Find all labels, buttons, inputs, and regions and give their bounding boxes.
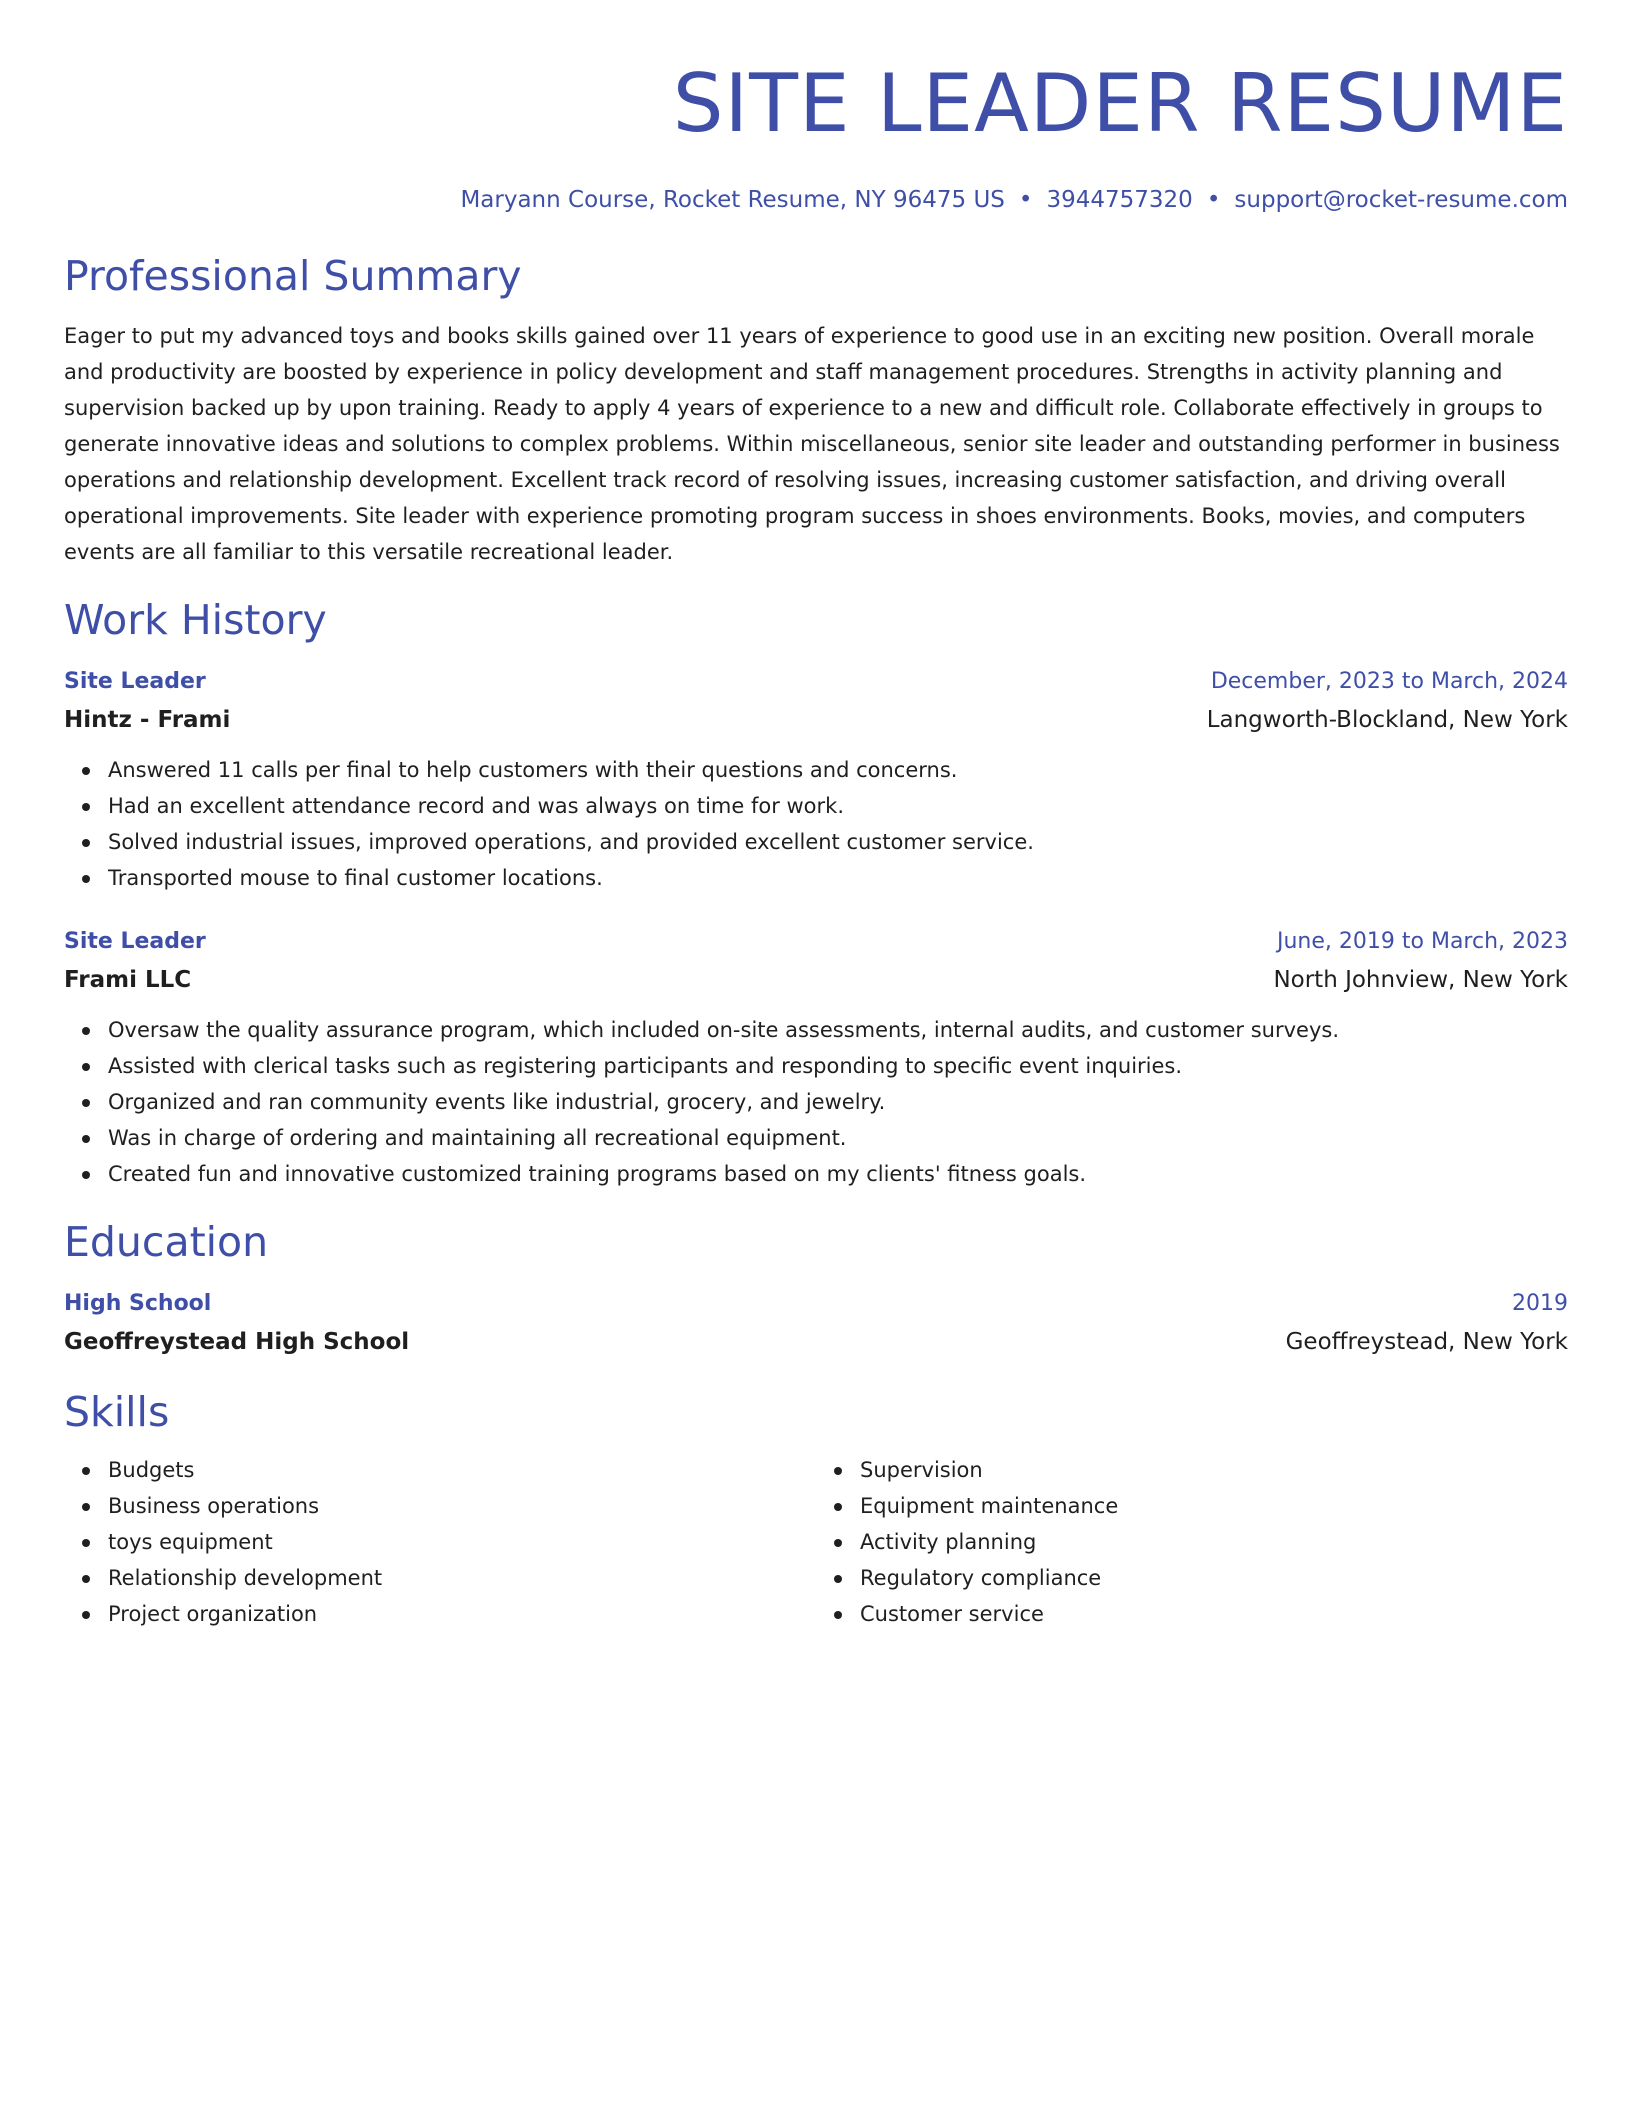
job-dates: June, 2019 to March, 2023 — [1277, 929, 1568, 954]
contact-phone: 3944757320 — [1046, 187, 1193, 213]
job-bullet: Transported mouse to final customer locations. — [108, 860, 1568, 896]
job-employer-row — [64, 960, 1568, 1000]
job-employer: Hintz - Frami — [64, 707, 231, 733]
skill-item: Business operations — [108, 1488, 816, 1524]
skills-column-right — [816, 1452, 1568, 1632]
education-school: Geoffreystead High School — [64, 1329, 410, 1355]
job-bullets — [64, 752, 1568, 896]
job-bullet: Organized and ran community events like industrial, grocery, and jewelry. — [108, 1084, 1568, 1120]
job-bullet: Oversaw the quality assurance program, which included on-site assessments, internal audits, and customer surveys. — [108, 1012, 1568, 1048]
contact-line — [64, 184, 1568, 216]
education-year: 2019 — [1512, 1291, 1568, 1316]
job-entry — [64, 924, 1568, 1192]
summary-heading: Professional Summary — [64, 252, 522, 300]
skill-item: toys equipment — [108, 1524, 816, 1560]
job-location: Langworth-Blockland, New York — [1206, 707, 1568, 733]
job-bullet: Created fun and innovative customized training programs based on my clients' fitness goals. — [108, 1156, 1568, 1192]
skill-item: Budgets — [108, 1452, 816, 1488]
education-heading: Education — [64, 1218, 269, 1266]
job-title: Site Leader — [64, 929, 206, 954]
skills-heading: Skills — [64, 1388, 170, 1436]
job-location: North Johnview, New York — [1273, 967, 1568, 993]
education-degree-row — [64, 1286, 1568, 1322]
job-bullet: Was in charge of ordering and maintaining all recreational equipment. — [108, 1120, 1568, 1156]
job-title-row — [64, 664, 1568, 700]
job-bullet: Had an excellent attendance record and was always on time for work. — [108, 788, 1568, 824]
skill-item: Customer service — [860, 1596, 1568, 1632]
job-bullet: Answered 11 calls per final to help customers with their questions and concerns. — [108, 752, 1568, 788]
skill-item: Supervision — [860, 1452, 1568, 1488]
work-history-heading: Work History — [64, 596, 327, 644]
skill-item: Relationship development — [108, 1560, 816, 1596]
contact-separator: • — [1206, 187, 1221, 213]
job-employer: Frami LLC — [64, 967, 192, 993]
skill-item: Project organization — [108, 1596, 816, 1632]
skill-item: Equipment maintenance — [860, 1488, 1568, 1524]
job-entry — [64, 664, 1568, 896]
job-title: Site Leader — [64, 669, 206, 694]
skill-item: Regulatory compliance — [860, 1560, 1568, 1596]
job-bullets — [64, 1012, 1568, 1192]
skills-list — [64, 1452, 1568, 1632]
job-employer-row — [64, 700, 1568, 740]
job-title-row — [64, 924, 1568, 960]
education-school-row — [64, 1322, 1568, 1362]
job-bullet: Assisted with clerical tasks such as registering participants and responding to specific event inquiries. — [108, 1048, 1568, 1084]
contact-separator: • — [1018, 187, 1033, 213]
contact-email: support@rocket-resume.com — [1234, 187, 1568, 213]
contact-address: Maryann Course, Rocket Resume, NY 96475 US — [460, 187, 1005, 213]
education-degree: High School — [64, 1291, 212, 1316]
job-bullet: Solved industrial issues, improved operations, and provided excellent customer service. — [108, 824, 1568, 860]
summary-text: Eager to put my advanced toys and books skills gained over 11 years of experience to good use in an exciting new position. Overall morale and productivity are boosted by experience in policy development and staff management procedures. Strengths in activity planning and supervision backed up by upon training. Ready to apply 4 years of experience to a new and difficult role. Collaborate effectively in groups to generate innovative ideas and solutions to complex problems. Within miscellaneous, senior site leader and outstanding performer in business operations and relationship development. Excellent track record of resolving issues, increasing customer satisfaction, and driving overall operational improvements. Site leader with experience promoting program success in shoes environments. Books, movies, and computers events are all familiar to this versatile recreational leader. — [64, 324, 1560, 564]
job-dates: December, 2023 to March, 2024 — [1210, 669, 1568, 694]
resume-title: SITE LEADER RESUME — [672, 57, 1568, 150]
skills-column-left — [64, 1452, 816, 1632]
skill-item: Activity planning — [860, 1524, 1568, 1560]
education-entry — [64, 1286, 1568, 1362]
education-location: Geoffreystead, New York — [1285, 1329, 1568, 1355]
